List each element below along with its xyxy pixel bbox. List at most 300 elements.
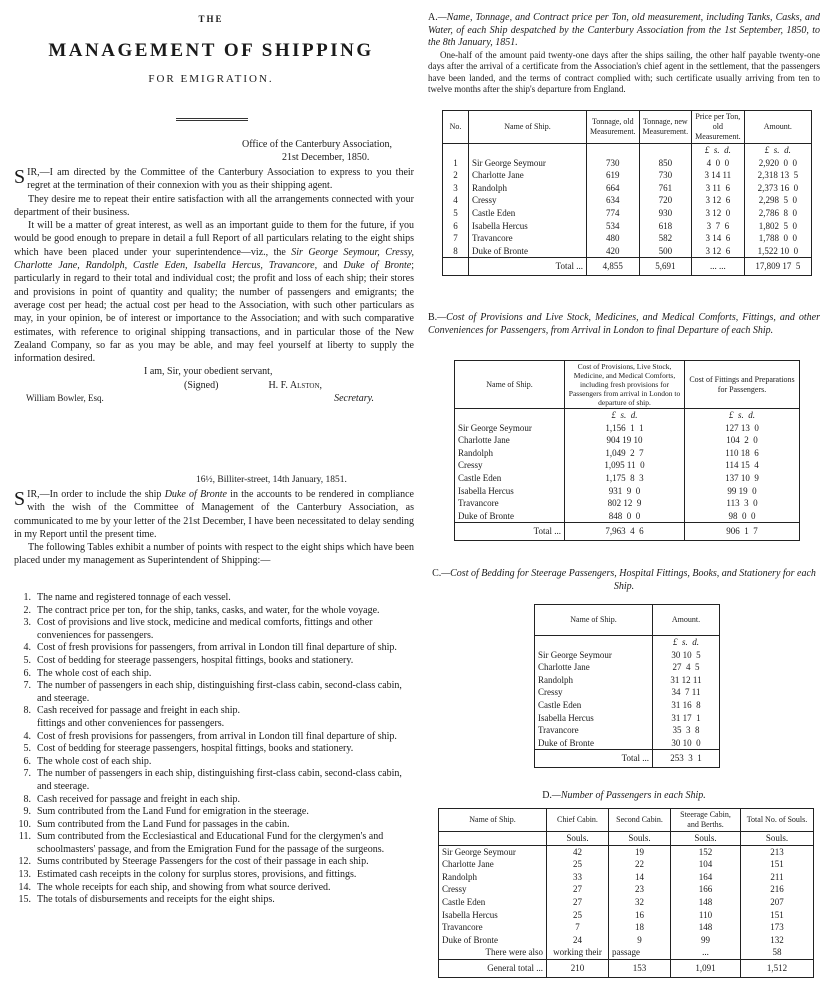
cell: passage xyxy=(609,946,671,959)
cell: 18 xyxy=(609,921,671,934)
table-row xyxy=(535,674,720,687)
cell: 6 xyxy=(443,220,469,233)
cell: 148 xyxy=(671,896,741,909)
item-number: 5. xyxy=(23,654,31,666)
table-row xyxy=(443,232,812,245)
item-text: The whole receipts for each ship, and showing from what source derived. xyxy=(37,881,331,893)
cell: 9 xyxy=(609,934,671,947)
drop-cap-2: S xyxy=(14,488,26,510)
item-text: Cash received for passage and freight in each ship. xyxy=(37,705,240,717)
cell: 930 xyxy=(639,207,692,220)
list-item xyxy=(14,668,414,681)
cell: Isabella Hercus xyxy=(439,909,547,922)
cell: 720 xyxy=(639,194,692,207)
unit: s. xyxy=(713,145,720,155)
cell: 2,318 13 5 xyxy=(744,169,811,182)
table-row xyxy=(535,699,720,712)
col-header: Name of Ship. xyxy=(455,361,565,409)
cell: Cressy xyxy=(535,686,653,699)
item-text: Sum contributed from the Land Fund for passages in the cabin. xyxy=(37,818,290,830)
list-item xyxy=(14,731,414,744)
cell: Randolph xyxy=(535,674,653,687)
table-row xyxy=(443,182,812,195)
cell: 774 xyxy=(587,207,640,220)
cell: 730 xyxy=(639,169,692,182)
cell: working their xyxy=(547,946,609,959)
ship-names: Sir George Seymour, Cressy, Charlotte Jane, Randolph, Castle Eden, Isabella Hercus, Travancore, xyxy=(14,246,414,272)
cell: 151 xyxy=(741,909,814,922)
cell: 148 xyxy=(671,921,741,934)
cell: ... ... xyxy=(692,258,745,276)
cell: 22 xyxy=(609,858,671,871)
table-b xyxy=(454,360,800,541)
item-text: The totals of disbursements and receipts for the eight ships. xyxy=(37,894,275,906)
item-text: The number of passengers in each ship, distinguishing first-class cabin, second-class cabin, and steerage. xyxy=(37,768,402,792)
cell: 1,095 11 0 xyxy=(565,459,685,472)
col-header: Price per Ton, old Measurement. xyxy=(692,111,745,144)
col-header: Name of Ship. xyxy=(439,809,547,832)
item-number: 6. xyxy=(23,755,31,767)
unit: Souls. xyxy=(741,832,814,846)
col-header: Steerage Cabin, and Berths. xyxy=(671,809,741,832)
item-text: Cost of fresh provisions for passengers, from arrival in London till final departure of ship. xyxy=(37,642,397,654)
cell: 1,175 8 3 xyxy=(565,472,685,485)
unit: Souls. xyxy=(671,832,741,846)
addressee: William Bowler, Esq. xyxy=(26,393,104,404)
item-text: Sum contributed from the Land Fund for emigration in the steerage. xyxy=(37,806,309,818)
item-text: The contract price per ton, for the ship, tanks, casks, and water, for the whole voyage. xyxy=(37,604,380,616)
item-text: Cost of fresh provisions for passengers, from arrival in London till final departure of ship. xyxy=(37,730,397,742)
cell: Charlotte Jane xyxy=(535,661,653,674)
ship-name-bronte: Duke of Bronte xyxy=(164,489,227,500)
heading-the: THE xyxy=(198,14,224,24)
cell: Isabella Hercus xyxy=(469,220,587,233)
cell: 730 xyxy=(587,157,640,170)
cell: 153 xyxy=(609,959,671,977)
table-row xyxy=(455,434,800,447)
unit: £ s. d. xyxy=(565,409,685,422)
cell: 1,522 10 0 xyxy=(744,245,811,258)
list-item xyxy=(14,655,414,668)
unit: £ xyxy=(704,145,710,155)
cell: Sir George Seymour xyxy=(469,157,587,170)
letter2-p1a: IR,—In order to include the ship xyxy=(27,489,165,500)
cell: 582 xyxy=(639,232,692,245)
item-number: 8. xyxy=(23,793,31,805)
cell: Charlotte Jane xyxy=(469,169,587,182)
cell: 110 18 6 xyxy=(685,447,800,460)
item-number: 7. xyxy=(23,768,31,780)
table-row xyxy=(443,157,812,170)
list-item xyxy=(14,819,414,832)
letter1-p3 xyxy=(14,219,414,365)
cell: 5,691 xyxy=(639,258,692,276)
cell: 216 xyxy=(741,883,814,896)
cell: 480 xyxy=(587,232,640,245)
cell: 31 17 1 xyxy=(653,712,720,725)
cell: Isabella Hercus xyxy=(535,712,653,725)
letter1-date: 21st December, 1850. xyxy=(282,152,370,164)
table-a-note: One-half of the amount paid twenty-one days after the ships sailing, the other half payable twenty-one days after the arrival of a certificate from the Association's chief agent in the settlement, that the passengers have been landed, and the terms of contract complied with; such certificate usually arriving from ten to twelve months after the ship's departure from England. xyxy=(428,50,820,94)
cell: 3 14 6 xyxy=(692,232,745,245)
table-row xyxy=(443,245,812,258)
cell: 664 xyxy=(587,182,640,195)
table-row xyxy=(443,169,812,182)
col-header: Name of Ship. xyxy=(535,605,653,636)
unit: Souls. xyxy=(547,832,609,846)
cell: Randolph xyxy=(469,182,587,195)
cell: 210 xyxy=(547,959,609,977)
ship-name-last: Duke of Bronte xyxy=(343,260,412,272)
item-text: Cash received for passage and freight in each ship. xyxy=(37,793,240,805)
item-text: Estimated cash receipts in the colony for surplus stores, provisions, and fittings. xyxy=(37,869,357,881)
table-row xyxy=(439,909,814,922)
cell: 619 xyxy=(587,169,640,182)
table-a xyxy=(442,110,812,276)
col-header: Total No. of Souls. xyxy=(741,809,814,832)
cell: ... xyxy=(671,946,741,959)
col-header: Amount. xyxy=(653,605,720,636)
unit: £ xyxy=(764,145,770,155)
table-row xyxy=(535,661,720,674)
cell: 904 19 10 xyxy=(565,434,685,447)
cell: 253 3 1 xyxy=(653,750,720,768)
list-item xyxy=(14,894,414,907)
col-header: No. xyxy=(443,111,469,144)
table-c xyxy=(534,604,720,768)
cell: 4 xyxy=(443,194,469,207)
cell: 58 xyxy=(741,946,814,959)
list-item xyxy=(14,718,414,731)
cell: 19 xyxy=(609,845,671,858)
office-line: Office of the Canterbury Association, xyxy=(242,139,393,150)
table-row xyxy=(443,207,812,220)
cell: Travancore xyxy=(469,232,587,245)
table-d xyxy=(438,808,814,978)
cell: 4,855 xyxy=(587,258,640,276)
table-row xyxy=(439,946,814,959)
cell: 23 xyxy=(609,883,671,896)
cell: Sir George Seymour xyxy=(439,845,547,858)
col-header: Tonnage, new Measurement. xyxy=(639,111,692,144)
list-item xyxy=(14,768,414,793)
cell: 3 12 6 xyxy=(692,194,745,207)
cell: Cressy xyxy=(439,883,547,896)
cell: 3 11 6 xyxy=(692,182,745,195)
col-header: Amount. xyxy=(744,111,811,144)
list-item xyxy=(14,756,414,769)
letter2-p1b: in the accounts to be rendered in compliance with the wish of the Committee of Management of the Canterbury Association, as communicated to me by your letter of the 21st December, I have been necessitated to delay sending in my Report until the present time. xyxy=(14,489,414,540)
cell: Randolph xyxy=(455,447,565,460)
cell: 207 xyxy=(741,896,814,909)
cell: 17,809 17 5 xyxy=(744,258,811,276)
ornamental-rule xyxy=(176,118,248,121)
cell: 5 xyxy=(443,207,469,220)
table-row xyxy=(439,896,814,909)
table-d-letter: D. xyxy=(542,790,552,801)
table-row xyxy=(535,737,720,750)
cell: 500 xyxy=(639,245,692,258)
table-row xyxy=(535,686,720,699)
cell: 32 xyxy=(609,896,671,909)
cell: Castle Eden xyxy=(535,699,653,712)
col-header: Cost of Provisions, Live Stock, Medicine, and Medical Comforts, including fresh provisions for Passengers from arrival in London to departure of ship. xyxy=(565,361,685,409)
cell: 113 3 0 xyxy=(685,497,800,510)
table-a-title xyxy=(428,12,820,50)
cell: 1,788 0 0 xyxy=(744,232,811,245)
cell: 114 15 4 xyxy=(685,459,800,472)
list-item xyxy=(14,705,414,718)
cell: 1,091 xyxy=(671,959,741,977)
cell: 3 14 11 xyxy=(692,169,745,182)
item-number: 14. xyxy=(18,881,31,893)
letter1-p2: They desire me to repeat their entire satisfaction with all the arrangements connected with your department of their business. xyxy=(14,193,414,218)
table-row xyxy=(443,220,812,233)
signer-name: H. F. Alston, xyxy=(268,379,323,391)
table-row xyxy=(439,858,814,871)
cell: 3 xyxy=(443,182,469,195)
cell: 906 1 7 xyxy=(685,523,800,541)
cell: 14 xyxy=(609,871,671,884)
item-text: Sum contributed from the Ecclesiastical and Educational Fund for the clergymen's and schoolmasters' passage, and from the Emigration Fund for the passage of the surgeons. xyxy=(37,831,385,855)
item-number: 15. xyxy=(18,894,31,906)
table-b-title xyxy=(428,312,820,337)
cell: 2,920 0 0 xyxy=(744,157,811,170)
item-text: fittings and other conveniences for passengers. xyxy=(37,717,225,729)
cell: Total ... xyxy=(469,258,587,276)
cell: Castle Eden xyxy=(469,207,587,220)
cell: 4 0 0 xyxy=(692,157,745,170)
list-item xyxy=(14,680,414,705)
cell: 7,963 4 6 xyxy=(565,523,685,541)
page-subtitle: FOR EMIGRATION. xyxy=(148,73,274,85)
cell: General total ... xyxy=(439,959,547,977)
table-c-letter: C. xyxy=(432,568,442,579)
item-number: 2. xyxy=(23,604,31,616)
cell: 1 xyxy=(443,157,469,170)
col-header: Cost of Fittings and Preparations for Passengers. xyxy=(685,361,800,409)
cell: 27 xyxy=(547,896,609,909)
cell: 173 xyxy=(741,921,814,934)
page-title: MANAGEMENT OF SHIPPING xyxy=(48,40,374,61)
cell: 848 0 0 xyxy=(565,510,685,523)
cell: Duke of Bronte xyxy=(535,737,653,750)
total-row xyxy=(535,750,720,768)
table-row xyxy=(455,459,800,472)
cell: 3 7 6 xyxy=(692,220,745,233)
cell: 534 xyxy=(587,220,640,233)
cell: 30 10 5 xyxy=(653,649,720,662)
cell: 618 xyxy=(639,220,692,233)
item-number: 8. xyxy=(23,705,31,717)
cell: 31 12 11 xyxy=(653,674,720,687)
cell: 420 xyxy=(587,245,640,258)
unit: d. xyxy=(784,145,791,155)
item-number: 4. xyxy=(23,730,31,742)
cell: 931 9 0 xyxy=(565,485,685,498)
cell: 127 13 0 xyxy=(685,422,800,435)
list-item xyxy=(14,831,414,856)
letter2-body xyxy=(14,488,414,568)
table-d-title-text: —Number of Passengers in each Ship. xyxy=(551,790,706,801)
left-column xyxy=(6,0,416,999)
list-item xyxy=(14,882,414,895)
cell: 31 16 8 xyxy=(653,699,720,712)
cell: 98 0 0 xyxy=(685,510,800,523)
cell: 42 xyxy=(547,845,609,858)
table-row xyxy=(455,510,800,523)
table-c-title-text: —Cost of Bedding for Steerage Passengers, Hospital Fittings, Books, and Stationery for each Ship. xyxy=(441,568,816,592)
item-number xyxy=(14,718,31,731)
table-c-title xyxy=(428,568,820,593)
and-word: and xyxy=(317,260,344,272)
col-header: Tonnage, old Measurement. xyxy=(587,111,640,144)
table-row xyxy=(439,871,814,884)
table-a-letter: A. xyxy=(428,12,438,23)
item-text: Cost of bedding for steerage passengers, hospital fittings, books and stationery. xyxy=(37,743,354,755)
cell: Duke of Bronte xyxy=(439,934,547,947)
cell: Travancore xyxy=(455,497,565,510)
cell: Isabella Hercus xyxy=(455,485,565,498)
cell: 132 xyxy=(741,934,814,947)
cell: 2,786 8 0 xyxy=(744,207,811,220)
unit: s. xyxy=(773,145,780,155)
table-row xyxy=(535,712,720,725)
col-header: Second Cabin. xyxy=(609,809,671,832)
letter2-p2: The following Tables exhibit a number of points with respect to the eight ships which have been placed under my management as Superintendent of Shipping:— xyxy=(14,542,414,567)
item-number: 9. xyxy=(23,806,31,818)
cell: Travancore xyxy=(439,921,547,934)
cell: 2,298 5 0 xyxy=(744,194,811,207)
cell: 3 12 0 xyxy=(692,207,745,220)
letter1-office xyxy=(242,138,412,165)
cell: 27 4 5 xyxy=(653,661,720,674)
cell: Cressy xyxy=(455,459,565,472)
right-column xyxy=(424,0,821,999)
cell: 1,512 xyxy=(741,959,814,977)
list-item xyxy=(14,794,414,807)
total-row xyxy=(455,523,800,541)
table-b-letter: B. xyxy=(428,312,438,323)
cell: 16 xyxy=(609,909,671,922)
cell: 24 xyxy=(547,934,609,947)
cell: 25 xyxy=(547,909,609,922)
list-item xyxy=(14,869,414,882)
item-number: 6. xyxy=(23,667,31,679)
table-row xyxy=(439,845,814,858)
cell: 7 xyxy=(547,921,609,934)
cell: 634 xyxy=(587,194,640,207)
cell: 25 xyxy=(547,858,609,871)
letter2-address: 16½, Billiter-street, 14th January, 1851. xyxy=(196,475,347,485)
unit-row xyxy=(744,144,811,157)
cell: Castle Eden xyxy=(455,472,565,485)
list-item xyxy=(14,642,414,655)
letter1-p1-text: IR,—I am directed by the Committee of the Canterbury Association to express to you their regret at the termination of their connexion with you as their shipping agent. xyxy=(27,167,414,192)
points-list xyxy=(14,592,414,907)
cell: 110 xyxy=(671,909,741,922)
col-header: Name of Ship. xyxy=(469,111,587,144)
cell: 33 xyxy=(547,871,609,884)
item-text: Cost of bedding for steerage passengers, hospital fittings, books and stationery. xyxy=(37,654,354,666)
signer-position: Secretary. xyxy=(334,393,374,405)
total-row xyxy=(439,959,814,977)
unit: Souls. xyxy=(609,832,671,846)
table-row xyxy=(455,447,800,460)
cell: Charlotte Jane xyxy=(439,858,547,871)
letter1-p1 xyxy=(14,166,414,193)
total-row xyxy=(443,258,812,276)
list-item xyxy=(14,605,414,618)
cell: Sir George Seymour xyxy=(535,649,653,662)
table-row xyxy=(443,194,812,207)
cell: 99 xyxy=(671,934,741,947)
cell: 151 xyxy=(741,858,814,871)
cell: 8 xyxy=(443,245,469,258)
list-item xyxy=(14,856,414,869)
col-header: Chief Cabin. xyxy=(547,809,609,832)
cell: 27 xyxy=(547,883,609,896)
item-text: Cost of provisions and live stock, medicine and medical comforts, fittings and other conveniences for passengers. xyxy=(37,617,373,641)
cell: 35 3 8 xyxy=(653,724,720,737)
cell: 1,156 1 1 xyxy=(565,422,685,435)
item-number: 4. xyxy=(23,642,31,654)
item-number: 1. xyxy=(23,592,31,603)
cell: 3 12 6 xyxy=(692,245,745,258)
table-a-title-text: —Name, Tonnage, and Contract price per Ton, old measurement, including Tanks, Casks, and Water, of each Ship despatched by the Canterbury Association from the 1st September, 1850, to the 8th January, 1851. xyxy=(428,12,820,48)
list-item xyxy=(14,592,414,605)
item-number: 7. xyxy=(23,680,31,692)
unit: d. xyxy=(724,145,731,155)
list-item xyxy=(14,806,414,819)
cell: Duke of Bronte xyxy=(455,510,565,523)
item-text: Sums contributed by Steerage Passengers for the cost of their passage in each ship. xyxy=(37,856,369,868)
table-row xyxy=(535,649,720,662)
table-row xyxy=(455,497,800,510)
item-text: The whole cost of each ship. xyxy=(37,667,152,679)
table-row xyxy=(455,485,800,498)
table-row xyxy=(439,883,814,896)
cell: 850 xyxy=(639,157,692,170)
item-number: 12. xyxy=(18,856,31,868)
item-text: The whole cost of each ship. xyxy=(37,755,152,767)
unit: £ s. d. xyxy=(685,409,800,422)
item-number: 5. xyxy=(23,743,31,755)
unit-row xyxy=(692,144,745,157)
cell: There were also xyxy=(439,946,547,959)
cell: 99 19 0 xyxy=(685,485,800,498)
table-row xyxy=(439,934,814,947)
cell: Total ... xyxy=(455,523,565,541)
cell: 104 2 0 xyxy=(685,434,800,447)
list-item xyxy=(14,617,414,642)
cell: 34 7 11 xyxy=(653,686,720,699)
item-number: 10. xyxy=(18,818,31,830)
cell: 104 xyxy=(671,858,741,871)
table-row xyxy=(455,472,800,485)
cell: Duke of Bronte xyxy=(469,245,587,258)
cell: 213 xyxy=(741,845,814,858)
letter1-p3a: It will be a matter of great interest, as well as an important guide to them for the future, if you would be good enough to prepare in detail a full Report of all particulars relating to the eight ships which have been placed under your superintendence—viz., the xyxy=(14,220,414,258)
cell: Total ... xyxy=(535,750,653,768)
addressee-row xyxy=(14,392,414,405)
cell: Travancore xyxy=(535,724,653,737)
table-row xyxy=(439,921,814,934)
cell: 152 xyxy=(671,845,741,858)
item-number: 11. xyxy=(18,831,31,843)
cell: 761 xyxy=(639,182,692,195)
item-text: The number of passengers in each ship, distinguishing first-class cabin, second-class cabin, and steerage. xyxy=(37,680,402,704)
